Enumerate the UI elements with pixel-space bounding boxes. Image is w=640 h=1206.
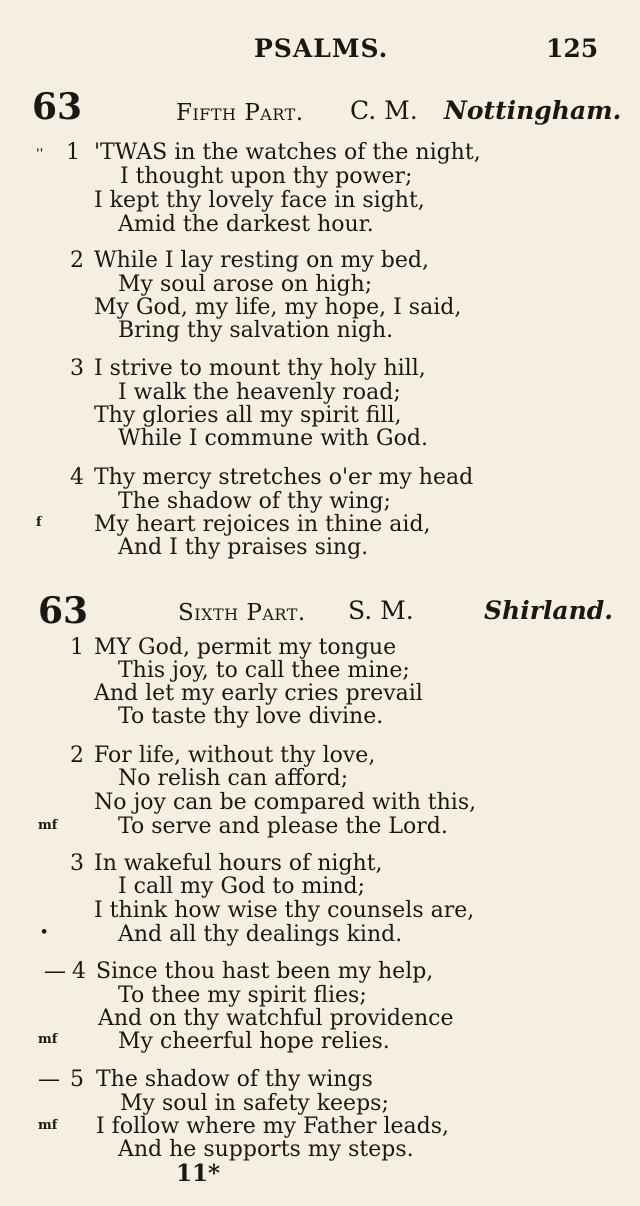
dynamic-mark: f xyxy=(36,515,42,530)
verse-line: I walk the heavenly road; xyxy=(118,380,401,405)
dash-mark: — xyxy=(44,959,66,984)
verse-line: While I lay resting on my bed, xyxy=(94,248,429,273)
verse-line: This joy, to call thee mine; xyxy=(118,658,410,683)
tune-name: Nottingham. xyxy=(444,96,622,125)
verse-line: I call my God to mind; xyxy=(118,874,366,899)
verse-number: 4 xyxy=(70,465,84,490)
verse-line: For life, without thy love, xyxy=(94,743,376,768)
psalm-number: 63 xyxy=(38,590,89,632)
verse-line: I think how wise thy counsels are, xyxy=(94,898,475,923)
verse-line: I strive to mount thy holy hill, xyxy=(94,356,426,381)
verse-number: 4 xyxy=(72,959,86,984)
page-number: 125 xyxy=(546,34,599,63)
verse-number: 2 xyxy=(70,743,84,768)
verse-line: And let my early cries prevail xyxy=(94,681,423,706)
dynamic-mark: mf xyxy=(38,1118,58,1133)
verse-line: And on thy watchful providence xyxy=(98,1006,454,1031)
verse-line: In wakeful hours of night, xyxy=(94,851,383,876)
verse-line: Since thou hast been my help, xyxy=(96,959,434,984)
margin-bullet: • xyxy=(40,925,49,940)
verse-line: To serve and please the Lord. xyxy=(118,814,448,839)
verse-line: 'TWAS in the watches of the night, xyxy=(94,140,481,165)
verse-line: My soul in safety keeps; xyxy=(120,1091,389,1116)
verse-line: My cheerful hope relies. xyxy=(118,1029,390,1054)
verse-line: Amid the darkest hour. xyxy=(118,212,374,237)
verse-number: 3 xyxy=(70,851,84,876)
verse-line: No relish can afford; xyxy=(118,766,349,791)
verse-line: My God, my life, my hope, I said, xyxy=(94,295,462,320)
margin-mark: ˈˈ xyxy=(36,147,44,162)
part-heading: Fifth Part. xyxy=(176,100,304,126)
verse-line: The shadow of thy wing; xyxy=(118,489,391,514)
part-heading: Sixth Part. xyxy=(178,600,306,626)
verse-number: 1 xyxy=(66,140,80,165)
verse-number: 5 xyxy=(70,1067,84,1092)
verse-number: 3 xyxy=(70,356,84,381)
verse-line: Bring thy salvation nigh. xyxy=(118,318,394,343)
running-title: PSALMS. xyxy=(254,34,389,63)
meter-label: S. M. xyxy=(348,596,414,625)
dash-mark: — xyxy=(38,1067,60,1092)
verse-number: 2 xyxy=(70,248,84,273)
psalm-number: 63 xyxy=(32,86,83,128)
verse-line: I follow where my Father leads, xyxy=(96,1114,450,1139)
verse-line: I kept thy lovely face in sight, xyxy=(94,188,425,213)
verse-line: Thy glories all my spirit fill, xyxy=(94,403,402,428)
verse-line: My soul arose on high; xyxy=(118,272,373,297)
verse-line: My heart rejoices in thine aid, xyxy=(94,512,431,537)
dynamic-mark: mf xyxy=(38,1032,58,1047)
signature-mark: 11* xyxy=(176,1160,221,1187)
verse-line: To taste thy love divine. xyxy=(118,704,384,729)
verse-line: No joy can be compared with this, xyxy=(94,790,477,815)
verse-line: Thy mercy stretches o'er my head xyxy=(94,465,474,490)
verse-number: 1 xyxy=(70,635,84,660)
dynamic-mark: mf xyxy=(38,818,58,833)
verse-line: I thought upon thy power; xyxy=(120,164,413,189)
verse-line: While I commune with God. xyxy=(118,426,428,451)
tune-name: Shirland. xyxy=(484,596,613,625)
verse-line: And all thy dealings kind. xyxy=(118,922,403,947)
verse-line: To thee my spirit flies; xyxy=(118,983,367,1008)
verse-line: MY God, permit my tongue xyxy=(94,635,397,660)
verse-line: And he supports my steps. xyxy=(118,1137,414,1162)
meter-label: C. M. xyxy=(350,96,418,125)
verse-line: And I thy praises sing. xyxy=(118,535,369,560)
verse-line: The shadow of thy wings xyxy=(96,1067,373,1092)
